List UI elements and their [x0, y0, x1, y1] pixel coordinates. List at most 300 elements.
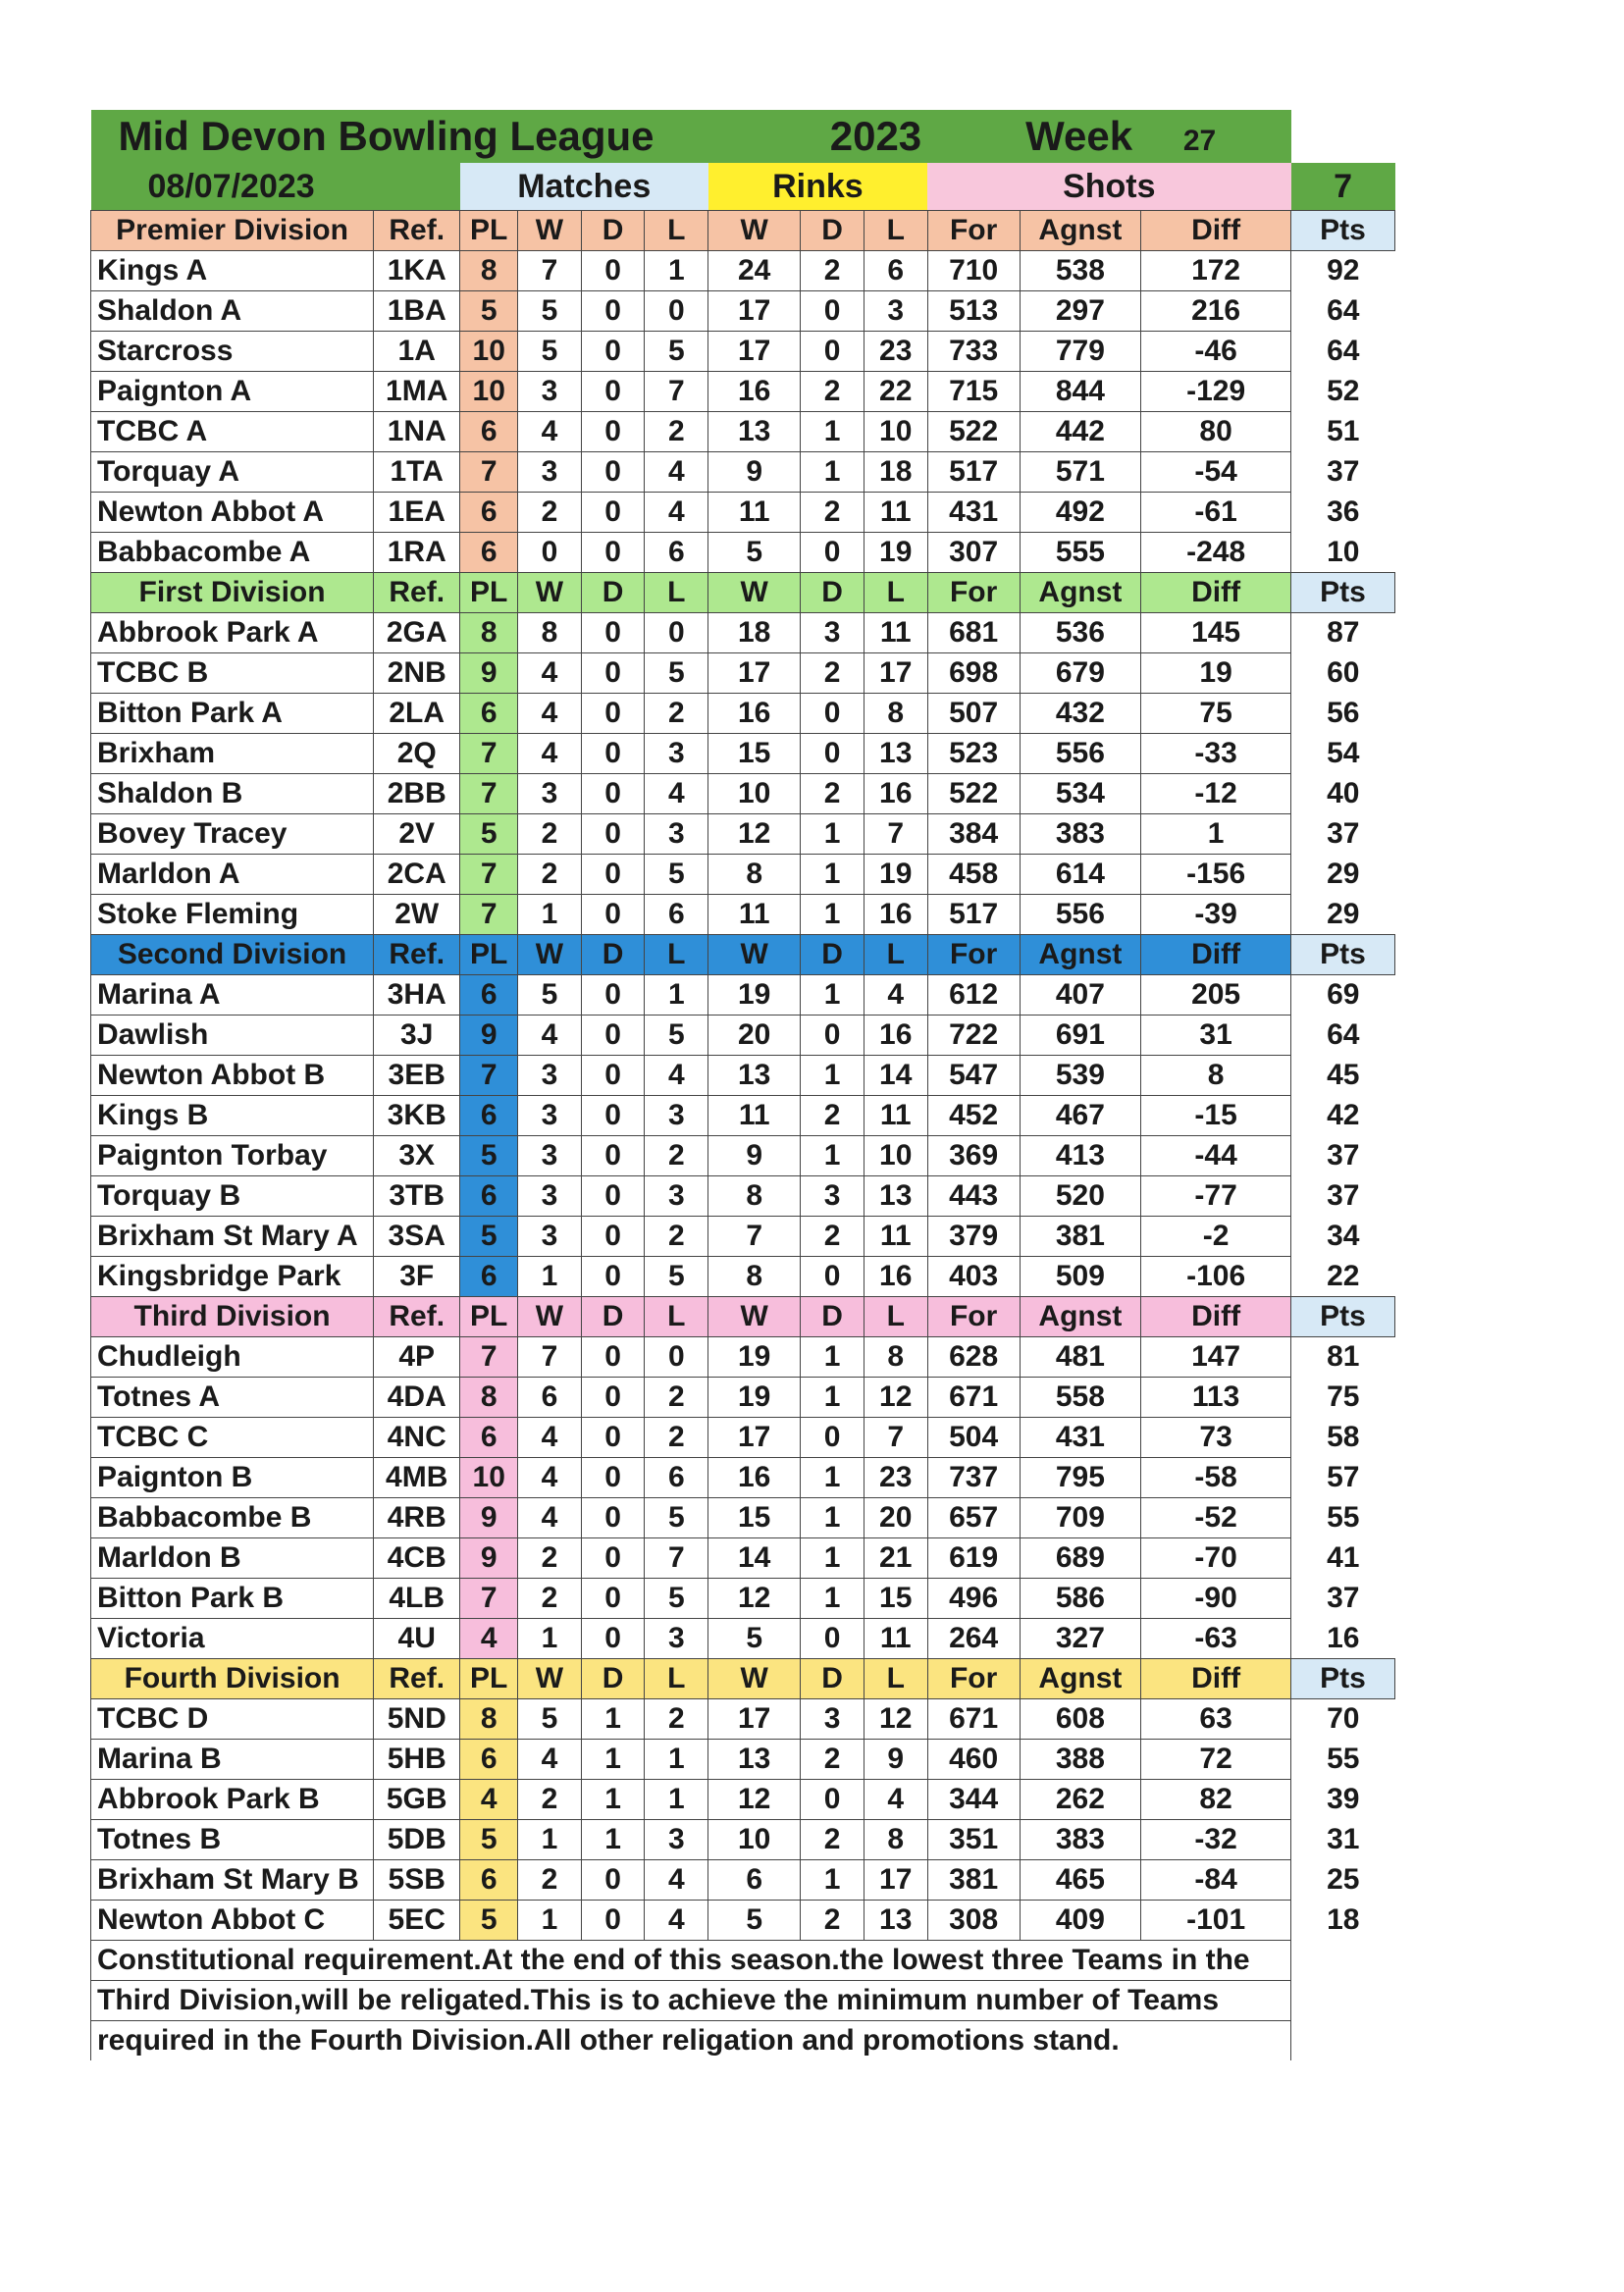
rinks-drawn: 2: [801, 251, 864, 291]
rinks-lost: 22: [864, 372, 927, 412]
matches-lost: 2: [645, 1418, 708, 1458]
shots-against: 709: [1020, 1498, 1140, 1538]
team-row: [91, 412, 1395, 452]
matches-drawn: 0: [581, 855, 645, 895]
rinks-drawn: 2: [801, 774, 864, 814]
team-row: [91, 1257, 1395, 1297]
matches-won: 3: [518, 372, 582, 412]
team-row: [91, 613, 1395, 653]
constitution-note: Third Division,will be religated.This is to achieve the minimum number of Teams: [91, 1981, 1291, 2021]
rinks-drawn: 2: [801, 1820, 864, 1860]
matches-won: 4: [518, 1016, 582, 1056]
matches-lost: 2: [645, 1136, 708, 1176]
shots-for: 547: [927, 1056, 1020, 1096]
team-row: [91, 1498, 1395, 1538]
rinks-won: 24: [708, 251, 801, 291]
rinks-won: 16: [708, 372, 801, 412]
played: 9: [460, 1498, 518, 1538]
team-ref: 3EB: [374, 1056, 460, 1096]
shots-against: 614: [1020, 855, 1140, 895]
team-ref: 5DB: [374, 1820, 460, 1860]
team-row: [91, 895, 1395, 935]
matches-drawn: 0: [581, 613, 645, 653]
rinks-won: 16: [708, 1458, 801, 1498]
shots-diff: 147: [1141, 1337, 1291, 1378]
team-ref: 3F: [374, 1257, 460, 1297]
matches-lost: 1: [645, 1780, 708, 1820]
shots-against: 381: [1020, 1217, 1140, 1257]
matches-lost: 6: [645, 533, 708, 573]
shots-for: 264: [927, 1619, 1020, 1659]
rinks-won: 17: [708, 1699, 801, 1740]
shots-for: 351: [927, 1820, 1020, 1860]
matches-drawn: 0: [581, 291, 645, 332]
played: 8: [460, 613, 518, 653]
points: 10: [1291, 533, 1395, 573]
shots-against: 509: [1020, 1257, 1140, 1297]
team-name: Starcross: [91, 332, 374, 372]
division-name: Second Division: [91, 935, 374, 975]
shots-diff: -58: [1141, 1458, 1291, 1498]
column-header-rw: W: [708, 211, 801, 251]
shots-against: 779: [1020, 332, 1140, 372]
rinks-drawn: 0: [801, 1780, 864, 1820]
shots-for: 698: [927, 653, 1020, 694]
rinks-drawn: 1: [801, 1860, 864, 1901]
rinks-won: 19: [708, 975, 801, 1016]
rinks-lost: 17: [864, 1860, 927, 1901]
shots-diff: 82: [1141, 1780, 1291, 1820]
team-row: [91, 1780, 1395, 1820]
rinks-won: 12: [708, 814, 801, 855]
column-header-ref: Ref.: [374, 935, 460, 975]
matches-lost: 2: [645, 1378, 708, 1418]
shots-for: 308: [927, 1901, 1020, 1941]
rinks-lost: 10: [864, 1136, 927, 1176]
played: 8: [460, 251, 518, 291]
team-row: [91, 1619, 1395, 1659]
column-header-rd: D: [801, 1659, 864, 1699]
rinks-drawn: 1: [801, 412, 864, 452]
matches-lost: 2: [645, 694, 708, 734]
shots-for: 517: [927, 895, 1020, 935]
played: 6: [460, 1096, 518, 1136]
shots-diff: 8: [1141, 1056, 1291, 1096]
team-name: Paignton Torbay: [91, 1136, 374, 1176]
played: 9: [460, 1538, 518, 1579]
shots-diff: -156: [1141, 855, 1291, 895]
rinks-lost: 13: [864, 734, 927, 774]
shots-diff: -101: [1141, 1901, 1291, 1941]
matches-drawn: 0: [581, 372, 645, 412]
played: 8: [460, 1699, 518, 1740]
rinks-lost: 12: [864, 1378, 927, 1418]
matches-drawn: 0: [581, 452, 645, 493]
matches-drawn: 0: [581, 694, 645, 734]
team-row: [91, 734, 1395, 774]
team-ref: 5GB: [374, 1780, 460, 1820]
column-header-diff: Diff: [1141, 935, 1291, 975]
matches-lost: 4: [645, 1056, 708, 1096]
matches-won: 4: [518, 694, 582, 734]
column-header-for: For: [927, 1659, 1020, 1699]
team-row: [91, 1176, 1395, 1217]
shots-for: 523: [927, 734, 1020, 774]
shots-for: 657: [927, 1498, 1020, 1538]
shots-against: 795: [1020, 1458, 1140, 1498]
team-row: [91, 372, 1395, 412]
team-name: Abbrook Park B: [91, 1780, 374, 1820]
shots-diff: 63: [1141, 1699, 1291, 1740]
matches-lost: 4: [645, 1901, 708, 1941]
matches-lost: 7: [645, 1538, 708, 1579]
shots-against: 465: [1020, 1860, 1140, 1901]
team-ref: 2CA: [374, 855, 460, 895]
rinks-won: 20: [708, 1016, 801, 1056]
matches-won: 2: [518, 1579, 582, 1619]
team-name: Kingsbridge Park: [91, 1257, 374, 1297]
shots-against: 679: [1020, 653, 1140, 694]
rinks-won: 15: [708, 1498, 801, 1538]
played: 6: [460, 533, 518, 573]
points: 58: [1291, 1418, 1395, 1458]
column-header-agnst: Agnst: [1020, 573, 1140, 613]
team-name: Shaldon B: [91, 774, 374, 814]
matches-drawn: 0: [581, 774, 645, 814]
column-header-agnst: Agnst: [1020, 1297, 1140, 1337]
shots-for: 403: [927, 1257, 1020, 1297]
points: 36: [1291, 493, 1395, 533]
rinks-lost: 21: [864, 1538, 927, 1579]
team-ref: 4P: [374, 1337, 460, 1378]
team-row: [91, 1699, 1395, 1740]
shots-for: 344: [927, 1780, 1020, 1820]
column-header-pts: Pts: [1291, 211, 1395, 251]
team-row: [91, 1016, 1395, 1056]
matches-drawn: 0: [581, 1136, 645, 1176]
column-header-l: L: [645, 573, 708, 613]
shots-diff: -32: [1141, 1820, 1291, 1860]
team-name: Victoria: [91, 1619, 374, 1659]
shots-for: 671: [927, 1378, 1020, 1418]
team-ref: 4MB: [374, 1458, 460, 1498]
played: 7: [460, 895, 518, 935]
rinks-lost: 19: [864, 533, 927, 573]
team-ref: 3KB: [374, 1096, 460, 1136]
matches-lost: 5: [645, 855, 708, 895]
points: 75: [1291, 1378, 1395, 1418]
matches-won: 5: [518, 332, 582, 372]
played: 4: [460, 1619, 518, 1659]
team-name: Shaldon A: [91, 291, 374, 332]
column-header-pl: PL: [460, 1297, 518, 1337]
rinks-lost: 18: [864, 452, 927, 493]
team-ref: 3X: [374, 1136, 460, 1176]
note-row: [91, 2021, 1395, 2061]
shots-against: 297: [1020, 291, 1140, 332]
team-row: [91, 1217, 1395, 1257]
shots-diff: -44: [1141, 1136, 1291, 1176]
team-row: [91, 1579, 1395, 1619]
shots-for: 384: [927, 814, 1020, 855]
matches-drawn: 0: [581, 1096, 645, 1136]
played: 7: [460, 855, 518, 895]
division-name: First Division: [91, 573, 374, 613]
shots-against: 431: [1020, 1418, 1140, 1458]
column-header-pl: PL: [460, 1659, 518, 1699]
column-header-rw: W: [708, 935, 801, 975]
shots-diff: 1: [1141, 814, 1291, 855]
rinks-drawn: 0: [801, 291, 864, 332]
matches-won: 5: [518, 1699, 582, 1740]
points: 56: [1291, 694, 1395, 734]
team-row: [91, 1056, 1395, 1096]
shots-diff: 19: [1141, 653, 1291, 694]
team-name: Dawlish: [91, 1016, 374, 1056]
shots-against: 539: [1020, 1056, 1140, 1096]
rinks-lost: 7: [864, 814, 927, 855]
column-header-rl: L: [864, 573, 927, 613]
section-header-row: [91, 163, 1395, 211]
matches-drawn: 0: [581, 1056, 645, 1096]
shots-against: 586: [1020, 1579, 1140, 1619]
team-ref: 4RB: [374, 1498, 460, 1538]
team-row: [91, 1096, 1395, 1136]
rinks-won: 6: [708, 1860, 801, 1901]
rinks-drawn: 0: [801, 1418, 864, 1458]
shots-against: 534: [1020, 774, 1140, 814]
points: 92: [1291, 251, 1395, 291]
column-header-rw: W: [708, 573, 801, 613]
column-header-rd: D: [801, 935, 864, 975]
shots-for: 522: [927, 774, 1020, 814]
team-name: TCBC C: [91, 1418, 374, 1458]
rinks-drawn: 1: [801, 1136, 864, 1176]
rinks-lost: 13: [864, 1176, 927, 1217]
shots-for: 379: [927, 1217, 1020, 1257]
shots-diff: -129: [1141, 372, 1291, 412]
rinks-won: 14: [708, 1538, 801, 1579]
shots-against: 388: [1020, 1740, 1140, 1780]
week-number: 27: [1182, 125, 1217, 157]
shots-for: 517: [927, 452, 1020, 493]
matches-drawn: 0: [581, 653, 645, 694]
shots-for: 715: [927, 372, 1020, 412]
shots-for: 443: [927, 1176, 1020, 1217]
team-name: Marina A: [91, 975, 374, 1016]
team-name: Newton Abbot C: [91, 1901, 374, 1941]
team-ref: 1A: [374, 332, 460, 372]
shots-against: 407: [1020, 975, 1140, 1016]
team-ref: 2Q: [374, 734, 460, 774]
matches-won: 3: [518, 1217, 582, 1257]
played: 7: [460, 1337, 518, 1378]
matches-lost: 7: [645, 372, 708, 412]
rinks-won: 11: [708, 493, 801, 533]
league-sheet: [90, 110, 1395, 2060]
shots-against: 571: [1020, 452, 1140, 493]
matches-won: 1: [518, 895, 582, 935]
points: 41: [1291, 1538, 1395, 1579]
matches-won: 4: [518, 653, 582, 694]
shots-against: 691: [1020, 1016, 1140, 1056]
team-name: Kings B: [91, 1096, 374, 1136]
shots-against: 492: [1020, 493, 1140, 533]
team-name: Brixham St Mary B: [91, 1860, 374, 1901]
matches-lost: 5: [645, 1498, 708, 1538]
rinks-lost: 11: [864, 1619, 927, 1659]
rinks-won: 13: [708, 412, 801, 452]
matches-lost: 6: [645, 895, 708, 935]
column-header-for: For: [927, 211, 1020, 251]
rinks-drawn: 0: [801, 533, 864, 573]
matches-won: 5: [518, 291, 582, 332]
team-name: Bitton Park A: [91, 694, 374, 734]
team-row: [91, 653, 1395, 694]
rinks-lost: 10: [864, 412, 927, 452]
column-header-pl: PL: [460, 573, 518, 613]
team-row: [91, 1860, 1395, 1901]
rinks-drawn: 2: [801, 1217, 864, 1257]
team-row: [91, 1136, 1395, 1176]
matches-won: 4: [518, 1458, 582, 1498]
team-name: Brixham: [91, 734, 374, 774]
points: 87: [1291, 613, 1395, 653]
matches-lost: 4: [645, 774, 708, 814]
team-ref: 4CB: [374, 1538, 460, 1579]
column-header-ref: Ref.: [374, 1297, 460, 1337]
played: 10: [460, 1458, 518, 1498]
rinks-lost: 17: [864, 653, 927, 694]
matches-won: 4: [518, 412, 582, 452]
shots-diff: 113: [1141, 1378, 1291, 1418]
rinks-drawn: 1: [801, 1337, 864, 1378]
column-header-ref: Ref.: [374, 573, 460, 613]
shots-against: 558: [1020, 1378, 1140, 1418]
team-name: Paignton A: [91, 372, 374, 412]
shots-diff: -77: [1141, 1176, 1291, 1217]
matches-lost: 1: [645, 251, 708, 291]
team-name: Stoke Fleming: [91, 895, 374, 935]
rinks-lost: 16: [864, 1016, 927, 1056]
team-name: Brixham St Mary A: [91, 1217, 374, 1257]
matches-lost: 3: [645, 734, 708, 774]
rinks-won: 7: [708, 1217, 801, 1257]
rinks-lost: 4: [864, 975, 927, 1016]
points: 42: [1291, 1096, 1395, 1136]
rinks-lost: 4: [864, 1780, 927, 1820]
team-ref: 1EA: [374, 493, 460, 533]
played: 6: [460, 1257, 518, 1297]
rinks-lost: 9: [864, 1740, 927, 1780]
shots-diff: -33: [1141, 734, 1291, 774]
team-row: [91, 814, 1395, 855]
points: 39: [1291, 1780, 1395, 1820]
points: 70: [1291, 1699, 1395, 1740]
rinks-drawn: 2: [801, 372, 864, 412]
week-cell: [1020, 110, 1290, 163]
shots-diff: -84: [1141, 1860, 1291, 1901]
shots-for: 513: [927, 291, 1020, 332]
column-header-rl: L: [864, 1297, 927, 1337]
column-header-ref: Ref.: [374, 211, 460, 251]
league-table: [90, 110, 1395, 2060]
team-ref: 5ND: [374, 1699, 460, 1740]
column-header-w: W: [518, 573, 582, 613]
column-header-diff: Diff: [1141, 211, 1291, 251]
played: 5: [460, 1136, 518, 1176]
rinks-drawn: 1: [801, 975, 864, 1016]
rinks-drawn: 1: [801, 895, 864, 935]
title-blank: [1291, 110, 1395, 163]
matches-drawn: 1: [581, 1780, 645, 1820]
played: 10: [460, 332, 518, 372]
rinks-lost: 7: [864, 1418, 927, 1458]
matches-won: 7: [518, 251, 582, 291]
matches-won: 4: [518, 734, 582, 774]
matches-drawn: 0: [581, 332, 645, 372]
shots-against: 608: [1020, 1699, 1140, 1740]
points: 29: [1291, 895, 1395, 935]
points: 37: [1291, 1579, 1395, 1619]
team-ref: 1RA: [374, 533, 460, 573]
rinks-lost: 23: [864, 332, 927, 372]
team-row: [91, 1458, 1395, 1498]
note-row: [91, 1981, 1395, 2021]
column-header-rl: L: [864, 211, 927, 251]
date: 08/07/2023: [91, 163, 460, 211]
column-header-rw: W: [708, 1297, 801, 1337]
division-header-row: [91, 935, 1395, 975]
matches-header: Matches: [460, 163, 708, 211]
column-header-pl: PL: [460, 211, 518, 251]
rinks-won: 9: [708, 452, 801, 493]
team-row: [91, 452, 1395, 493]
matches-won: 3: [518, 774, 582, 814]
matches-lost: 5: [645, 653, 708, 694]
team-ref: 3SA: [374, 1217, 460, 1257]
matches-drawn: 0: [581, 1619, 645, 1659]
shots-diff: 75: [1141, 694, 1291, 734]
team-row: [91, 291, 1395, 332]
points: 69: [1291, 975, 1395, 1016]
rinks-drawn: 0: [801, 734, 864, 774]
points: 31: [1291, 1820, 1395, 1860]
matches-won: 2: [518, 855, 582, 895]
shots-for: 496: [927, 1579, 1020, 1619]
column-header-agnst: Agnst: [1020, 935, 1140, 975]
points: 54: [1291, 734, 1395, 774]
matches-drawn: 0: [581, 1458, 645, 1498]
team-name: Newton Abbot A: [91, 493, 374, 533]
matches-won: 1: [518, 1257, 582, 1297]
matches-drawn: 0: [581, 493, 645, 533]
played: 6: [460, 412, 518, 452]
team-row: [91, 1538, 1395, 1579]
played: 5: [460, 1217, 518, 1257]
team-ref: 4U: [374, 1619, 460, 1659]
played: 5: [460, 1820, 518, 1860]
rinks-won: 17: [708, 1418, 801, 1458]
matches-lost: 4: [645, 1860, 708, 1901]
matches-lost: 3: [645, 814, 708, 855]
column-header-l: L: [645, 935, 708, 975]
shots-diff: -2: [1141, 1217, 1291, 1257]
rinks-lost: 13: [864, 1901, 927, 1941]
shots-diff: 205: [1141, 975, 1291, 1016]
division-header-row: [91, 1297, 1395, 1337]
matches-lost: 3: [645, 1820, 708, 1860]
